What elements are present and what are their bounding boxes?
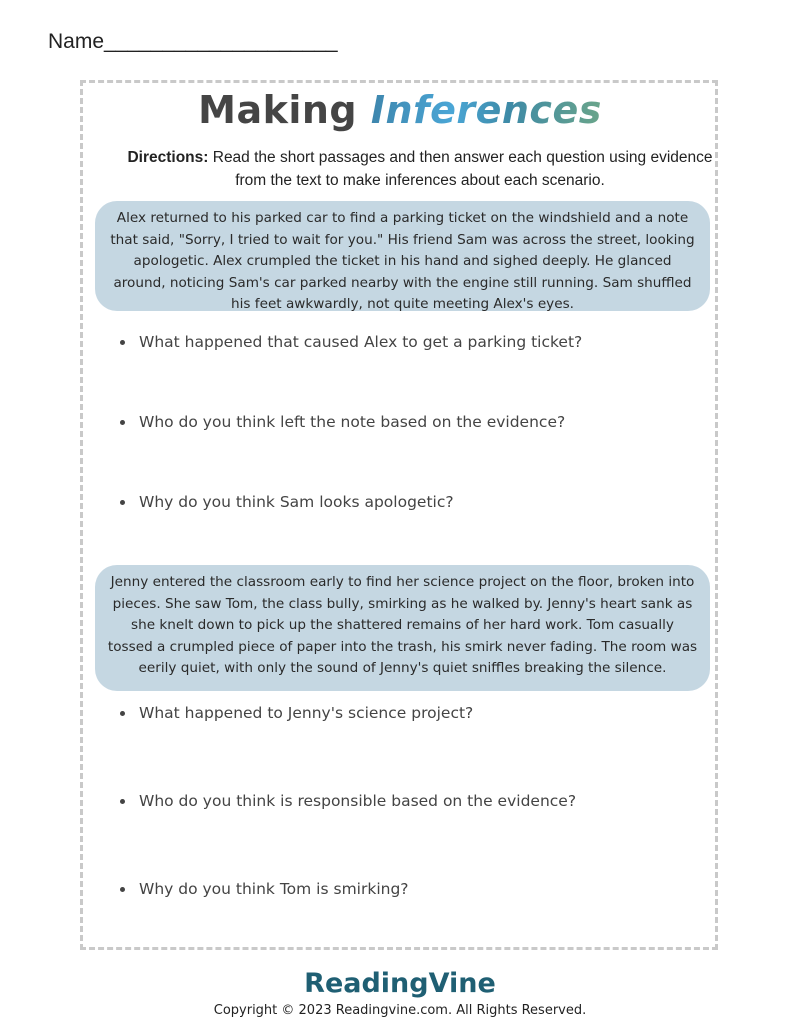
directions: [120, 146, 720, 192]
question: [120, 493, 454, 511]
readingvine-logo: ReadingVine: [304, 968, 496, 999]
directions-label: Directions:: [127, 149, 209, 166]
question-text: Why do you think Tom is smirking?: [139, 880, 409, 898]
question-text: What happened to Jenny's science project?: [139, 704, 474, 722]
page-title: [0, 88, 800, 132]
question: [120, 704, 473, 722]
question-text: What happened that caused Alex to get a parking ticket?: [139, 333, 583, 351]
bullet-icon: [120, 887, 125, 892]
copyright: Copyright © 2023 Readingvine.com. All Rights Reserved.: [213, 1003, 587, 1018]
question: [120, 333, 582, 351]
bullet-icon: [120, 799, 125, 804]
bullet-icon: [120, 500, 125, 505]
directions-text: Read the short passages and then answer each question using evidence from the text to make inferences about each scenario.: [208, 149, 713, 189]
passage-1: Alex returned to his parked car to find a parking ticket on the windshield and a note that said, "Sorry, I tried to wait for you." His friend Sam was across the street, looking apologetic. Alex crumpled the ticket in his hand and sighed deeply. He glanced around, noticing Sam's car parked nearby with the engine still running. Sam shuffled his feet awkwardly, not quite meeting Alex's eyes.: [95, 201, 710, 311]
question: [120, 880, 409, 898]
question: [120, 792, 576, 810]
name-field[interactable]: Name____________________: [48, 30, 338, 53]
bullet-icon: [120, 420, 125, 425]
question: [120, 413, 565, 431]
question-text: Who do you think left the note based on the evidence?: [139, 413, 566, 431]
passage-2: Jenny entered the classroom early to find her science project on the floor, broken into pieces. She saw Tom, the class bully, smirking as he walked by. Jenny's heart sank as she knelt down to pick up the shattered remains of her hard work. Tom casually tossed a crumpled piece of paper into the trash, his smirk never fading. The room was eerily quiet, with only the sound of Jenny's quiet sniffles breaking the silence.: [95, 565, 710, 691]
question-text: Why do you think Sam looks apologetic?: [139, 493, 454, 511]
bullet-icon: [120, 711, 125, 716]
title-part-inferences: Inferences: [370, 88, 602, 132]
question-text: Who do you think is responsible based on the evidence?: [139, 792, 577, 810]
title-part-making: Making: [198, 88, 358, 132]
bullet-icon: [120, 340, 125, 345]
